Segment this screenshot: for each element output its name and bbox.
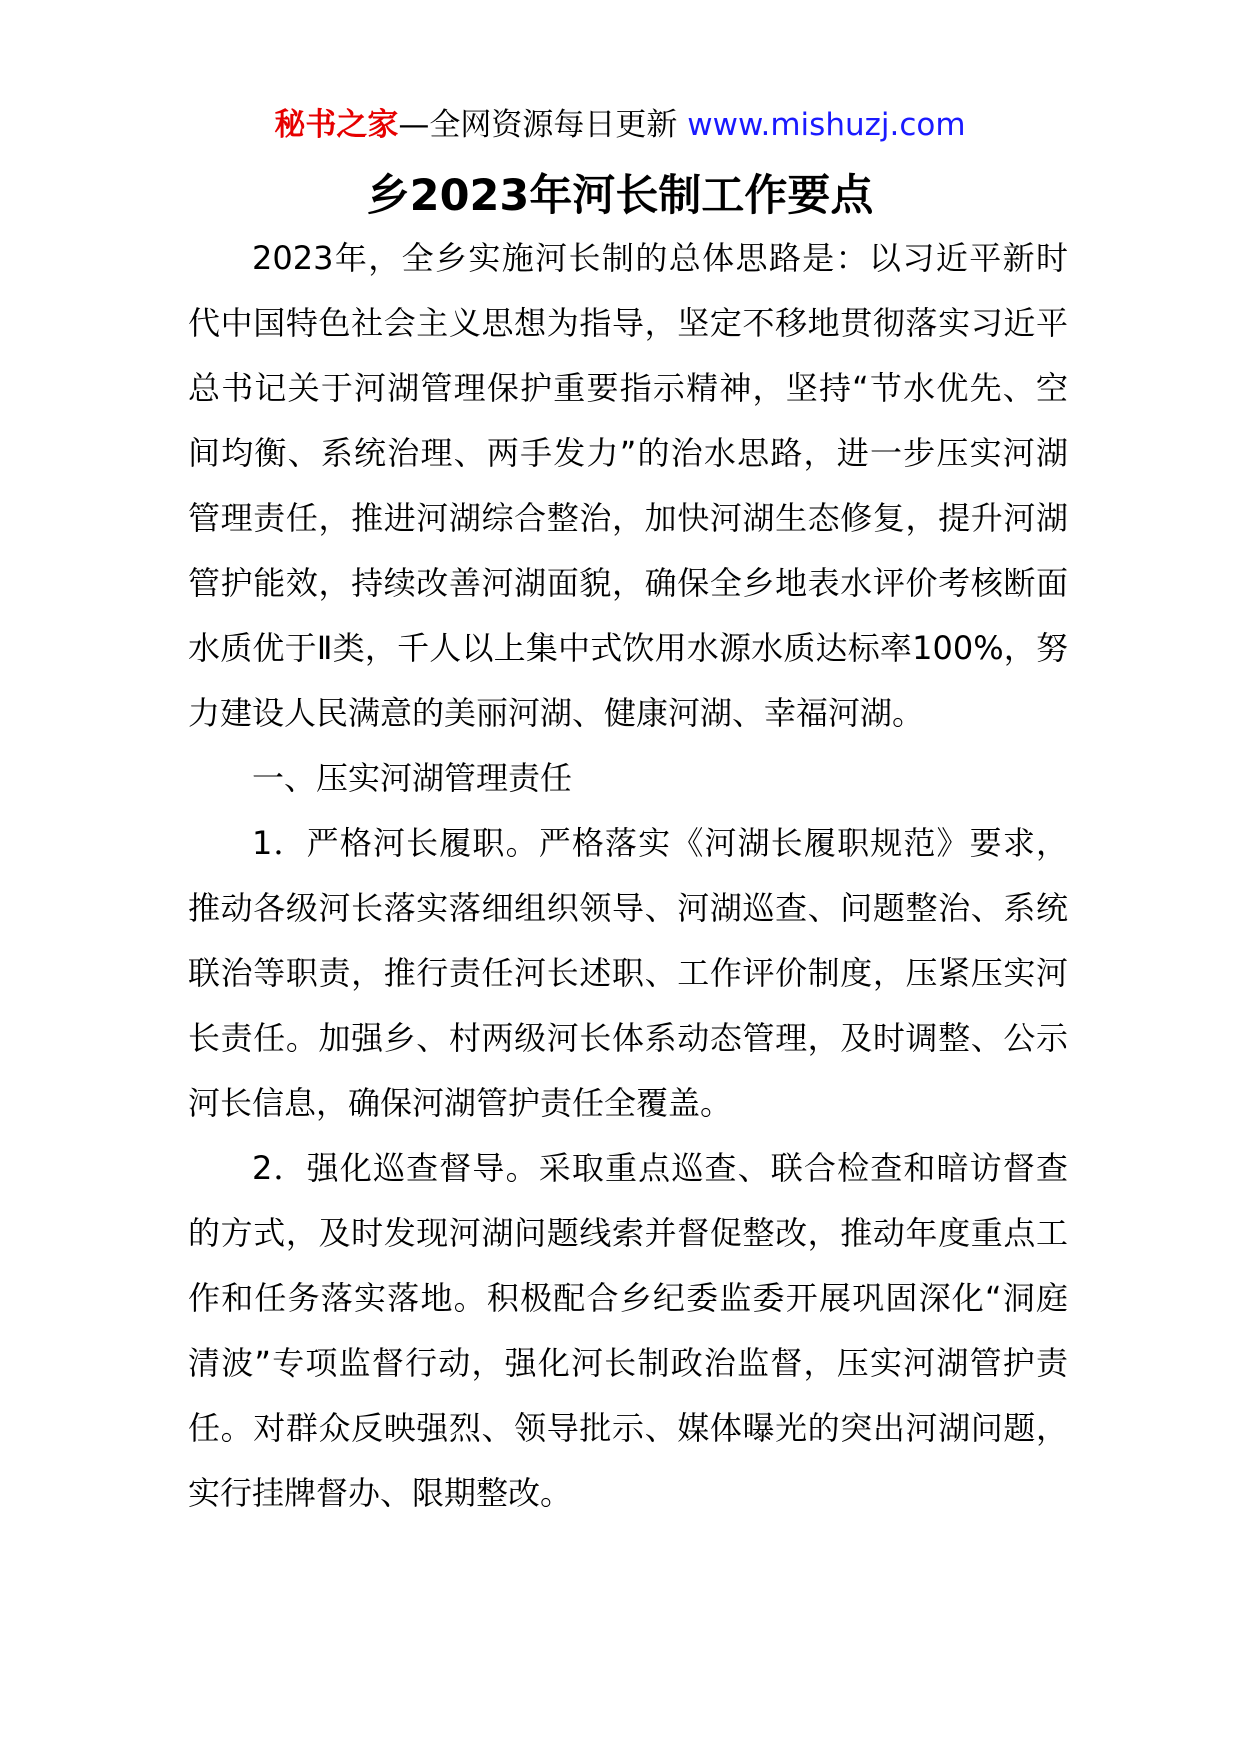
site-header: [0, 103, 1240, 147]
brand-name: 秘书之家: [274, 107, 399, 143]
header-slogan: —全网资源每日更新: [398, 107, 678, 143]
document-body: [188, 226, 1068, 1526]
document-title: 乡2023年河长制工作要点: [366, 171, 874, 221]
section-heading: 一、压实河湖管理责任: [252, 759, 573, 797]
intro-paragraph: 2023年，全乡实施河长制的总体思路是：以习近平新时代中国特色社会主义思想为指导，坚定不移地贯彻落实习近平总书记关于河湖管理保护重要指示精神，坚持“节水优先、空间均衡、系统治理、两手发力”的治水思路，进一步压实河湖管理责任，推进河湖综合整治，加快河湖生态修复，提升河湖管护能效，持续改善河湖面貌，确保全乡地表水评价考核断面水质优于Ⅱ类，千人以上集中式饮用水源水质达标率100%，努力建设人民满意的美丽河湖、健康河湖、幸福河湖。: [188, 239, 1068, 732]
item-paragraph-1: 1．严格河长履职。严格落实《河湖长履职规范》要求，推动各级河长落实落细组织领导、河湖巡查、问题整治、系统联治等职责，推行责任河长述职、工作评价制度，压紧压实河长责任。加强乡、村两级河长体系动态管理，及时调整、公示河长信息，确保河湖管护责任全覆盖。: [188, 824, 1068, 1122]
item-paragraph-2: 2．强化巡查督导。采取重点巡查、联合检查和暗访督查的方式，及时发现河湖问题线索并督促整改，推动年度重点工作和任务落实落地。积极配合乡纪委监委开展巩固深化“洞庭清波”专项监督行动，强化河长制政治监督，压实河湖管护责任。对群众反映强烈、领导批示、媒体曝光的突出河湖问题，实行挂牌督办、限期整改。: [188, 1149, 1068, 1512]
site-url-link[interactable]: www.mishuzj.com: [687, 107, 966, 143]
